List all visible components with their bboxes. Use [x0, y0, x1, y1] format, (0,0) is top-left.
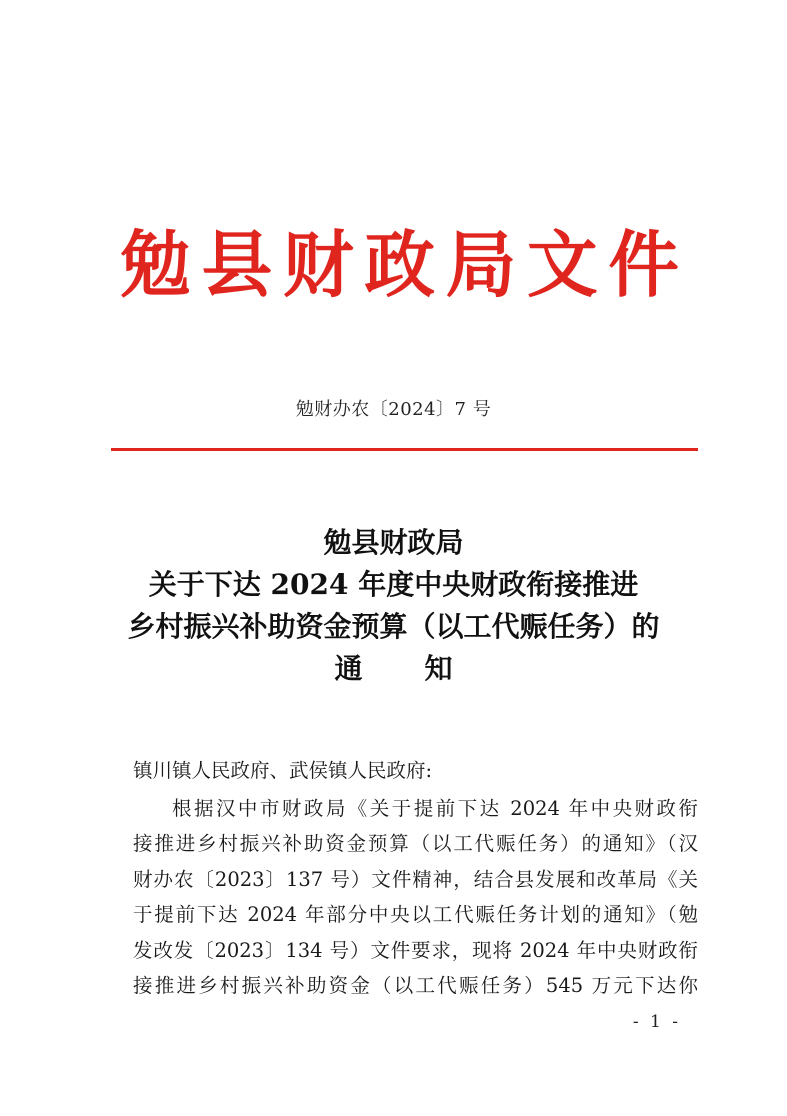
body-line: 财办农〔2023〕137 号）文件精神，结合县发展和改革局《关 [133, 867, 698, 891]
issuer-heading: 勉县财政局文件 [120, 223, 690, 307]
title-line-2: 关于下达 2024 年度中央财政衔接推进 [148, 568, 639, 601]
document-title [100, 522, 687, 690]
body-paragraph [133, 791, 698, 1003]
body-line: 接推进乡村振兴补助资金（以工代赈任务）545 万元下达你 [133, 974, 698, 998]
body-line: 根据汉中市财政局《关于提前下达 2024 年中央财政衔 [172, 797, 698, 820]
body-line: 于提前下达 2024 年部分中央以工代赈任务计划的通知》（勉 [133, 903, 698, 927]
red-divider [111, 448, 698, 451]
title-line-3: 乡村振兴补助资金预算（以工代赈任务）的 [127, 610, 660, 643]
title-line-1: 勉县财政局 [323, 526, 464, 559]
body-line: 接推进乡村振兴补助资金预算（以工代赈任务）的通知》（汉 [133, 832, 698, 856]
body-line: 发改发〔2023〕134 号）文件要求，现将 2024 年中央财政衔 [133, 938, 698, 962]
document-number: 勉财办农〔2024〕7 号 [295, 399, 492, 420]
salutation: 镇川镇人民政府、武侯镇人民政府: [133, 759, 433, 782]
page-number: - 1 - [632, 1012, 681, 1032]
title-line-4: 通知 [334, 652, 515, 685]
